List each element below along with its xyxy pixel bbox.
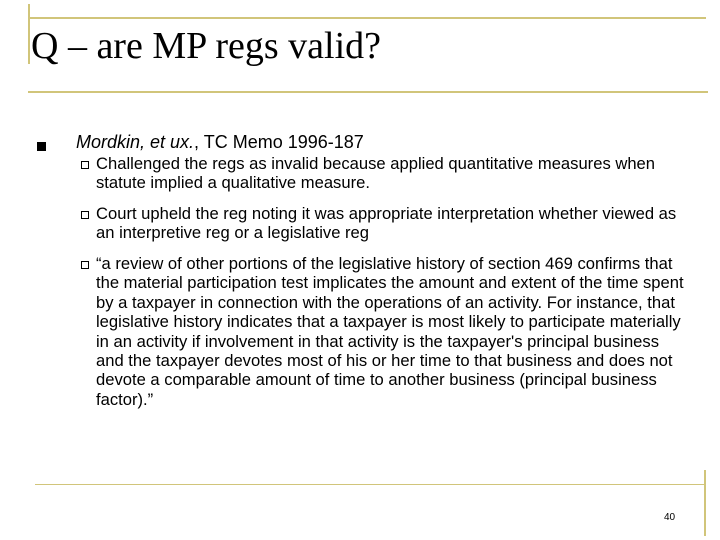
sub-bullet-square-icon: [81, 161, 89, 169]
case-citation: , TC Memo 1996-187: [194, 132, 364, 152]
case-name: Mordkin, et ux.: [76, 132, 195, 152]
slide-title: Q – are MP regs valid?: [31, 25, 381, 67]
bullet-square-icon: [37, 142, 46, 151]
page-number: 40: [664, 512, 676, 523]
sub-bullet-text: Court upheld the reg noting it was appropriate interpretation whether viewed as an interpretive reg or a legislative reg: [96, 204, 677, 243]
sub-bullet-text: “a review of other portions of the legislative history of section 469 confirms that the material participation test implicates the amount and extent of the time spent by a taxpayer in connection with the operations of an activity. For instance, that legislative history indicates that a taxpayer is most likely to participate materially in an activity if involvement in that activity is the taxpayer's principal business and the taxpayer devotes most of his or her time to that business and does not devote a comparable amount of time to another business (principal business factor).”: [96, 254, 684, 409]
case-bullet: [76, 131, 364, 153]
sub-bullet-text: Challenged the regs as invalid because applied quantitative measures when statute implied a qualitative measure.: [96, 154, 656, 193]
sub-bullet-square-icon: [81, 261, 89, 269]
sub-bullet-square-icon: [81, 211, 89, 219]
